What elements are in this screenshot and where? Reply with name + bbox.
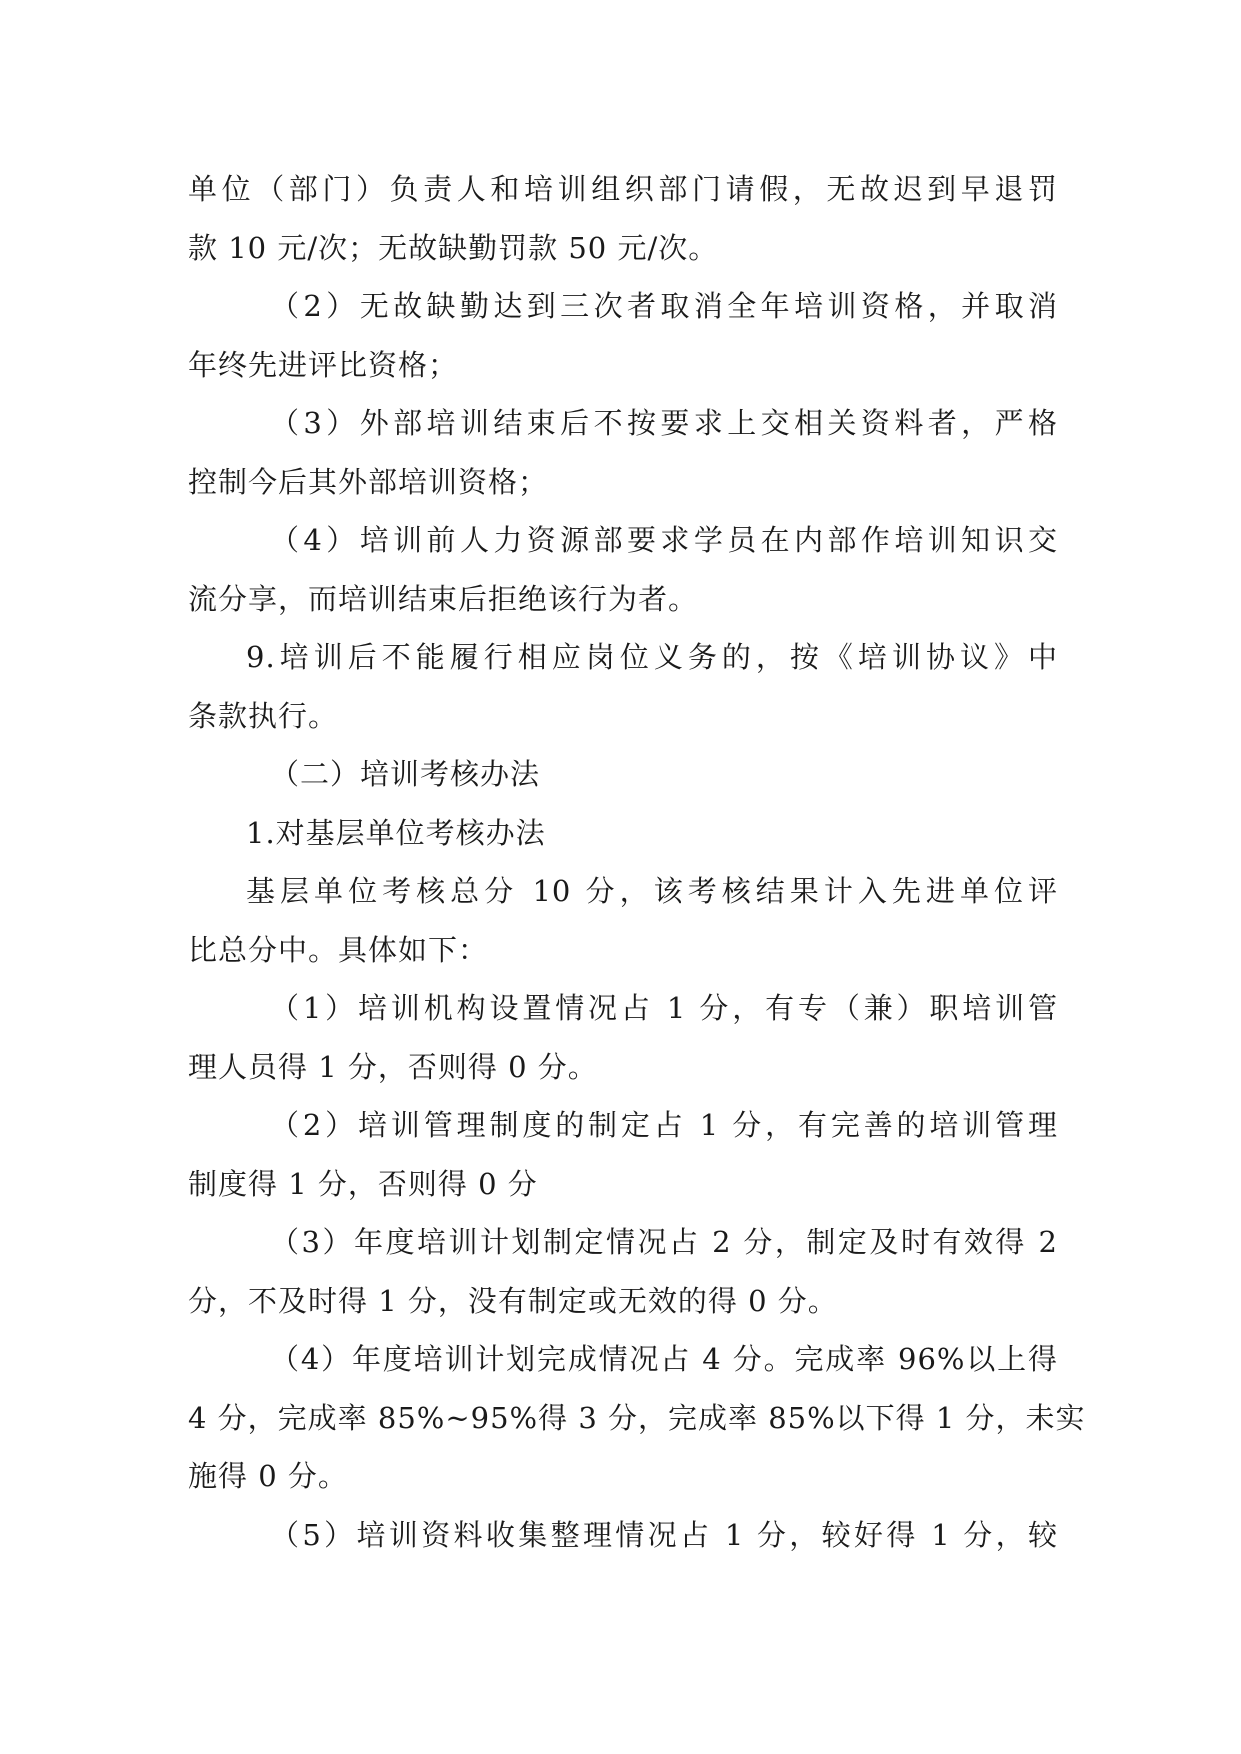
text-line: （3）年度培训计划制定情况占 2 分，制定及时有效得 2 — [270, 1225, 1058, 1259]
text-line: 单位（部门）负责人和培训组织部门请假，无故迟到早退罚 — [188, 172, 1058, 206]
text-line: 4 分，完成率 85%~95%得 3 分，完成率 85%以下得 1 分，未实 — [188, 1400, 1086, 1435]
text-line: （2）培训管理制度的制定占 1 分，有完善的培训管理 — [270, 1108, 1058, 1142]
text-line: 分，不及时得 1 分，没有制定或无效的得 0 分。 — [188, 1283, 838, 1318]
text-line: 比总分中。具体如下： — [188, 932, 489, 967]
text-line: 流分享，而培训结束后拒绝该行为者。 — [188, 581, 699, 616]
text-line: （4）年度培训计划完成情况占 4 分。完成率 96%以上得 — [270, 1342, 1058, 1376]
text-line: （2）无故缺勤达到三次者取消全年培训资格，并取消 — [270, 289, 1058, 323]
text-line: （4）培训前人力资源部要求学员在内部作培训知识交 — [270, 523, 1058, 557]
text-line: 条款执行。 — [188, 698, 339, 733]
text-line: （1）培训机构设置情况占 1 分，有专（兼）职培训管 — [270, 991, 1058, 1025]
text-line: （5）培训资料收集整理情况占 1 分，较好得 1 分，较 — [270, 1517, 1058, 1552]
text-line: 年终先进评比资格； — [188, 347, 459, 382]
section-heading: （二）培训考核办法 — [270, 757, 541, 791]
text-line: （3）外部培训结束后不按要求上交相关资料者，严格 — [270, 406, 1058, 440]
text-line: 9.培训后不能履行相应岗位义务的，按《培训协议》中 — [246, 640, 1058, 674]
text-line: 制度得 1 分，否则得 0 分 — [188, 1166, 538, 1201]
subsection-heading: 1.对基层单位考核办法 — [246, 815, 546, 850]
text-line: 施得 0 分。 — [188, 1459, 348, 1493]
text-line: 理人员得 1 分，否则得 0 分。 — [188, 1049, 598, 1084]
text-line: 控制今后其外部培训资格； — [188, 464, 549, 499]
text-line: 基层单位考核总分 10 分，该考核结果计入先进单位评 — [246, 874, 1058, 908]
text-line: 款 10 元/次；无故缺勤罚款 50 元/次。 — [188, 230, 719, 265]
document-body — [188, 160, 1086, 1564]
